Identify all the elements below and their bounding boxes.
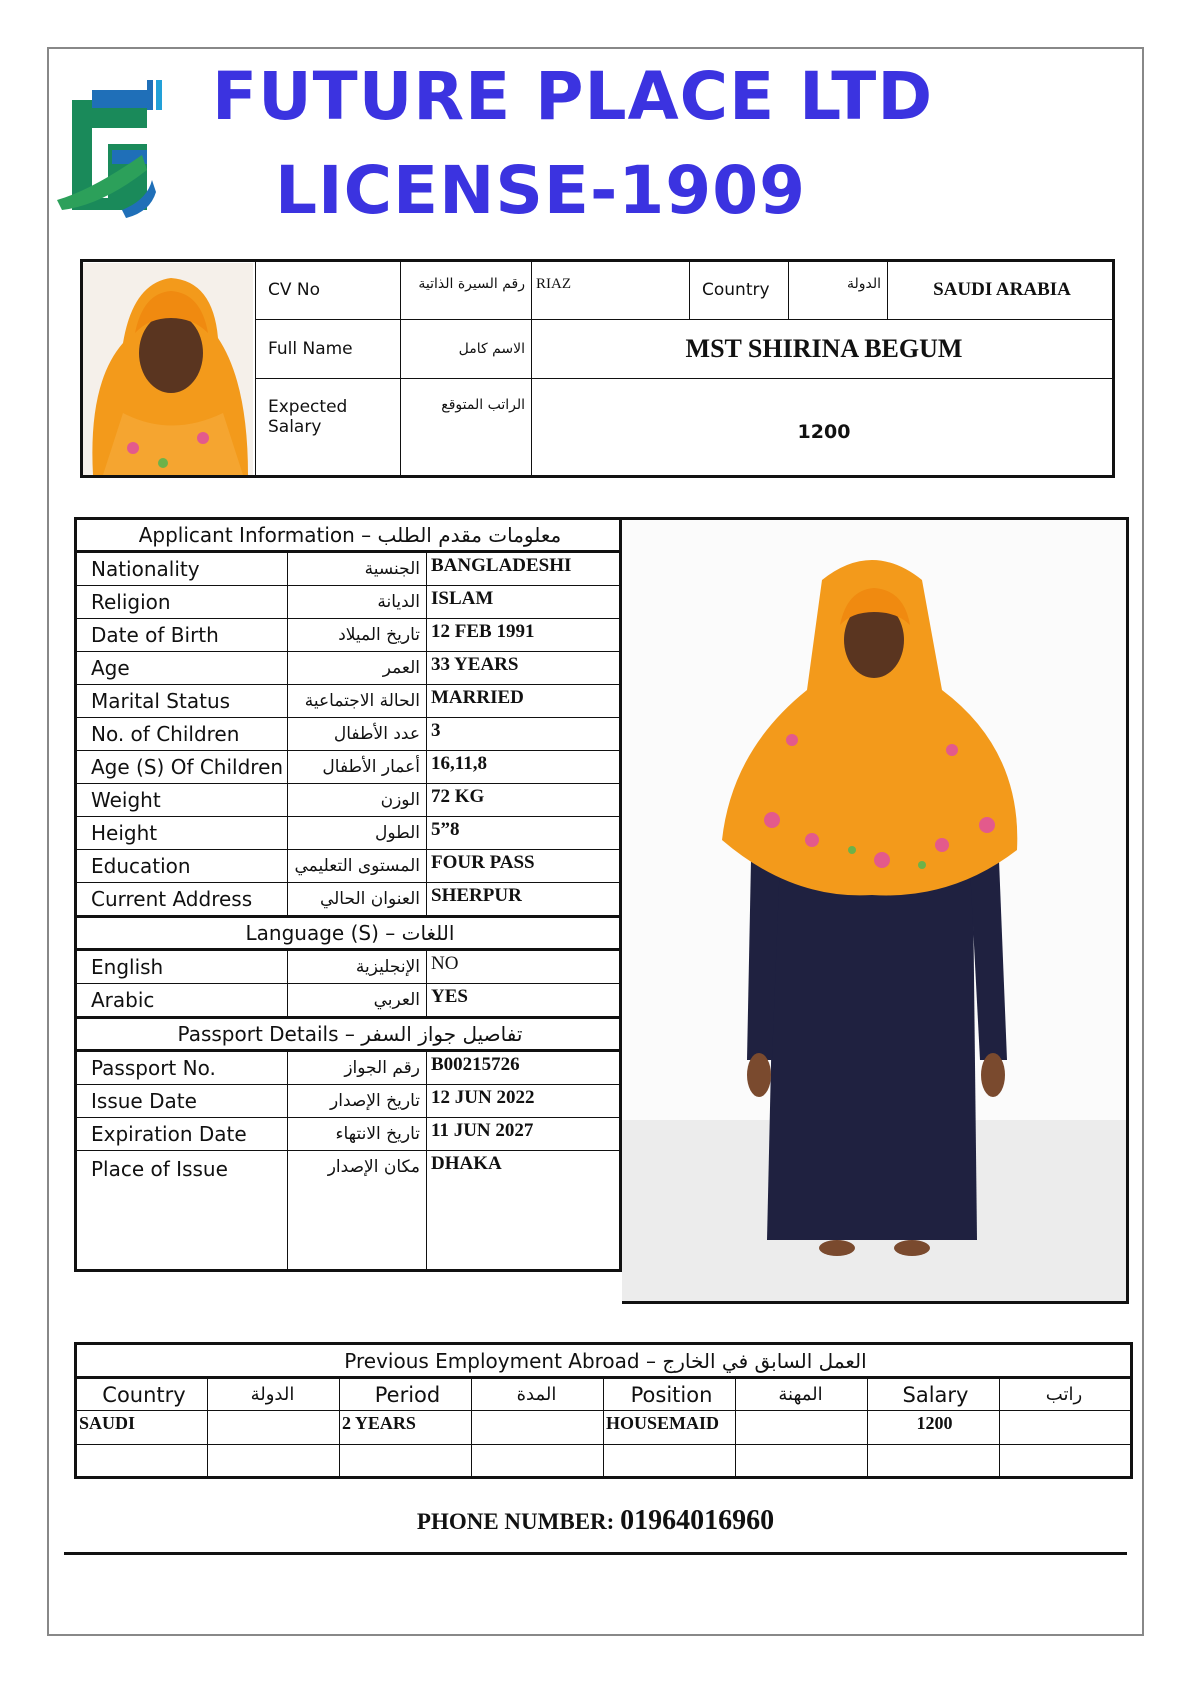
field-value: MARRIED [427,685,621,718]
empty-cell [736,1445,868,1478]
col-country: Country [76,1378,208,1411]
field-value: NO [427,950,621,984]
field-value: B00215726 [427,1051,621,1085]
empty-cell [472,1445,604,1478]
field-value: 16,11,8 [427,751,621,784]
field-label: Age (S) Of Children [76,751,288,784]
field-label: Expiration Date [76,1118,288,1151]
col-salary: Salary [868,1378,1000,1411]
field-label: Nationality [76,552,288,586]
field-label-ar: تاريخ الميلاد [288,619,427,652]
table-row [76,1445,1132,1478]
full-name-value: MST SHIRINA BEGUM [532,319,1114,378]
empty-cell [472,1411,604,1445]
field-label: Issue Date [76,1085,288,1118]
field-label: Marital Status [76,685,288,718]
col-country-ar: الدولة [208,1378,340,1411]
field-label-ar: رقم الجواز [288,1051,427,1085]
country-label: Country [690,261,789,320]
field-value: 33 YEARS [427,652,621,685]
phone-label: PHONE NUMBER: [416,1509,615,1534]
field-label: Arabic [76,984,288,1018]
table-row [76,784,621,817]
table-row [76,552,621,586]
field-label: Current Address [76,883,288,917]
cv-summary-table [80,259,1115,478]
table-row [76,850,621,883]
table-row [76,1151,621,1271]
emp-position-value: HOUSEMAID [604,1411,736,1445]
empty-cell [604,1445,736,1478]
field-label: Date of Birth [76,619,288,652]
table-row [76,883,621,917]
table-row [76,652,621,685]
field-label-ar: الإنجليزية [288,950,427,984]
field-label-ar: العمر [288,652,427,685]
field-label: No. of Children [76,718,288,751]
col-salary-ar: راتب [1000,1378,1132,1411]
company-name: FUTURE PLACE LTD [212,58,934,135]
field-value: YES [427,984,621,1018]
field-label: English [76,950,288,984]
full-name-label-ar: الاسم كامل [401,319,532,378]
field-label-ar: الجنسية [288,552,427,586]
empty-cell [340,1445,472,1478]
cv-no-value: RIAZ [532,261,690,320]
table-row [76,950,621,984]
field-value: 12 JUN 2022 [427,1085,621,1118]
field-value: BANGLADESHI [427,552,621,586]
field-label: Height [76,817,288,850]
field-label: Passport No. [76,1051,288,1085]
field-label-ar: العربي [288,984,427,1018]
company-logo [52,80,162,220]
table-row [76,984,621,1018]
portrait-photo [82,261,256,477]
expected-salary-label: Expected Salary [256,378,401,476]
previous-employment-table [74,1342,1133,1479]
empty-cell [208,1411,340,1445]
field-label-ar: تاريخ الانتهاء [288,1118,427,1151]
field-value: ISLAM [427,586,621,619]
table-row [76,685,621,718]
field-value: FOUR PASS [427,850,621,883]
company-license: LICENSE-1909 [275,152,807,229]
applicant-info-table [74,517,622,1272]
empty-cell [76,1445,208,1478]
field-label-ar: الحالة الاجتماعية [288,685,427,718]
full-name-label: Full Name [256,319,401,378]
col-period: Period [340,1378,472,1411]
empty-cell [736,1411,868,1445]
empty-cell [208,1445,340,1478]
field-label: Religion [76,586,288,619]
col-position-ar: المهنة [736,1378,868,1411]
field-value: SHERPUR [427,883,621,917]
field-label: Place of Issue [76,1151,288,1271]
empty-cell [1000,1411,1132,1445]
field-label-ar: المستوى التعليمي [288,850,427,883]
field-value: 72 KG [427,784,621,817]
emp-country-value: SAUDI [76,1411,208,1445]
table-row [76,1085,621,1118]
table-row [76,718,621,751]
table-row [76,586,621,619]
empty-cell [1000,1445,1132,1478]
field-label-ar: مكان الإصدار [288,1151,427,1271]
col-period-ar: المدة [472,1378,604,1411]
phone-line [0,1505,1191,1537]
field-label-ar: الطول [288,817,427,850]
field-label: Weight [76,784,288,817]
field-value: 12 FEB 1991 [427,619,621,652]
country-value: SAUDI ARABIA [888,261,1114,320]
empty-cell [868,1445,1000,1478]
field-label-ar: عدد الأطفال [288,718,427,751]
table-row [76,1411,1132,1445]
phone-number: 01964016960 [620,1505,775,1536]
table-row [76,1118,621,1151]
passport-header: Passport Details – تفاصيل جواز السفر [76,1018,621,1051]
country-label-ar: الدولة [789,261,888,320]
emp-period-value: 2 YEARS [340,1411,472,1445]
table-row [76,817,621,850]
field-value: 3 [427,718,621,751]
col-position: Position [604,1378,736,1411]
field-label-ar: العنوان الحالي [288,883,427,917]
field-label-ar: الوزن [288,784,427,817]
expected-salary-value: 1200 [532,378,1114,476]
employment-header: Previous Employment Abroad – العمل السابق في الخارج [76,1344,1132,1378]
field-label: Education [76,850,288,883]
footer-divider [64,1552,1127,1555]
field-label-ar: الديانة [288,586,427,619]
emp-salary-value: 1200 [868,1411,1000,1445]
language-header: Language (S) – اللغات [76,917,621,950]
table-row [76,751,621,784]
field-label: Age [76,652,288,685]
expected-salary-label-ar: الراتب المتوقع [401,378,532,476]
field-value: DHAKA [427,1151,621,1271]
full-body-photo [622,517,1129,1304]
cv-no-label-ar: رقم السيرة الذاتية [401,261,532,320]
applicant-info-header: Applicant Information – معلومات مقدم الطلب [76,519,621,552]
table-row [76,619,621,652]
field-label-ar: أعمار الأطفال [288,751,427,784]
field-label-ar: تاريخ الإصدار [288,1085,427,1118]
field-value: 11 JUN 2027 [427,1118,621,1151]
cv-no-label: CV No [256,261,401,320]
table-row [76,1051,621,1085]
field-value: 5”8 [427,817,621,850]
